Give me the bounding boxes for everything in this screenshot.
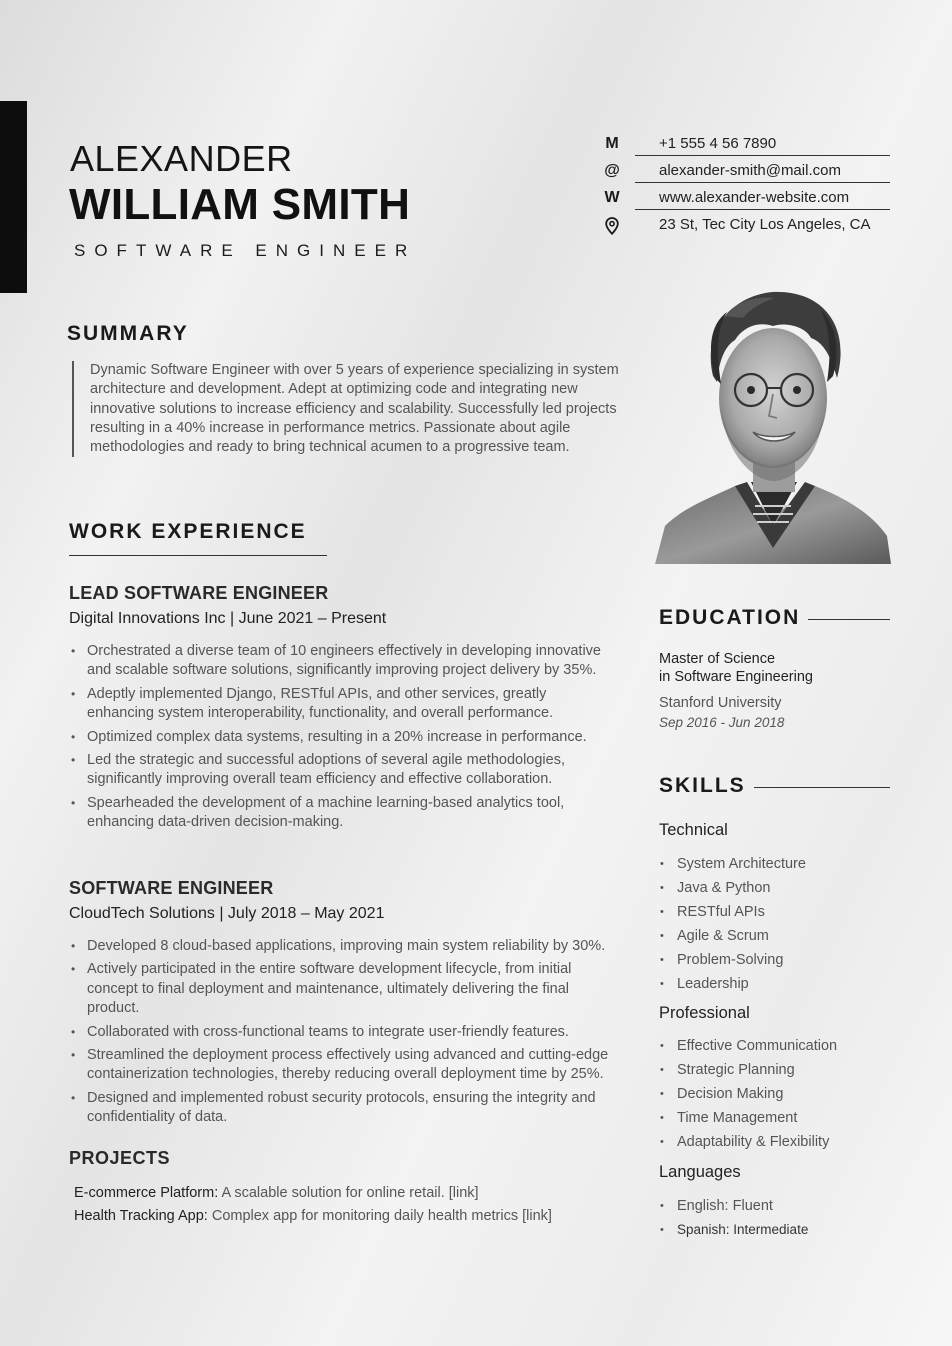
skill-item: • Time Management	[659, 1108, 899, 1132]
school-name: Stanford University	[659, 695, 782, 711]
profile-photo	[655, 286, 891, 564]
skills-title-line	[754, 787, 890, 788]
job-bullet: • Led the strategic and successful adoptions of several agile methodologies, significantly improving overall team efficiency and effective collaboration.	[69, 751, 614, 790]
job-bullet: • Adeptly implemented Django, RESTful APIs, and other services, greatly enhancing system interoperability, functionality, and overall performance.	[69, 685, 614, 724]
phone-text: +1 555 4 56 7890	[659, 135, 777, 152]
skill-item: • English: Fluent	[659, 1196, 899, 1220]
education-title: EDUCATION	[659, 606, 801, 629]
job-title: SOFTWARE ENGINEER	[74, 241, 417, 260]
project-item	[74, 1182, 634, 1205]
projects-title: PROJECTS	[69, 1148, 171, 1168]
project-name: Health Tracking App	[74, 1208, 204, 1224]
skills-group-title: Professional	[659, 1004, 750, 1022]
skills-languages	[659, 1163, 899, 1244]
summary-title: SUMMARY	[67, 322, 189, 345]
degree-line: Master of Science	[659, 651, 776, 667]
address-text: 23 St, Tec City Los Angeles, CA	[659, 216, 871, 233]
job-bullet: • Spearheaded the development of a machine learning-based analytics tool, enhancing data-driven decision-making.	[69, 794, 614, 833]
job-bullet: • Designed and implemented robust security protocols, ensuring the integrity and confidentiality of data.	[69, 1089, 614, 1128]
contact-divider	[635, 209, 890, 210]
skill-item: • Leadership	[659, 974, 899, 998]
job-bullet: • Developed 8 cloud-based applications, improving main system reliability by 30%.	[69, 937, 614, 956]
job-bullets	[69, 937, 614, 1128]
job-bullet: • Orchestrated a diverse team of 10 engineers effectively in developing innovative and scalable software solutions, significantly improving project delivery by 35%.	[69, 642, 614, 681]
skills-group-title: Technical	[659, 821, 728, 839]
skill-item: • Problem-Solving	[659, 950, 899, 974]
contact-address	[600, 215, 890, 242]
map-pin-icon	[600, 216, 624, 240]
email-link[interactable]: alexander-smith@mail.com	[659, 162, 841, 179]
project-name: E-commerce Platform	[74, 1185, 215, 1201]
skill-item: • Spanish: Intermediate	[659, 1220, 899, 1244]
education-title-line	[808, 619, 890, 620]
skill-item: • Decision Making	[659, 1084, 899, 1108]
skills-list	[659, 1220, 899, 1244]
project-desc[interactable]: Complex app for monitoring daily health metrics [link]	[211, 1208, 552, 1224]
skills-header	[659, 774, 890, 798]
skill-item: • RESTful APIs	[659, 902, 899, 926]
last-name: WILLIAM SMITH	[69, 180, 411, 229]
job-company: CloudTech Solutions | July 2018 – May 2021	[69, 905, 385, 922]
projects-list	[74, 1182, 634, 1228]
accent-bar	[0, 101, 27, 293]
website-link[interactable]: www.alexander-website.com	[659, 189, 850, 206]
skill-item: • System Architecture	[659, 854, 899, 878]
skills-list	[659, 1196, 899, 1220]
skill-item: • Agile & Scrum	[659, 926, 899, 950]
summary-text: Dynamic Software Engineer with over 5 years of experience specializing in system architecture and development. Adept at optimizing code and integrating new innovative solutions to increase efficiency and scalability. Successfully led projects resulting in a 40% increase in performance metrics. Passionate about agile methodologies and ready to bring technical acumen to a progressive team.	[90, 362, 619, 456]
skills-professional	[659, 1004, 899, 1156]
education-header	[659, 606, 890, 630]
skill-item: • Adaptability & Flexibility	[659, 1132, 899, 1156]
skill-item: • Effective Communication	[659, 1036, 899, 1060]
job-bullet: • Actively participated in the entire software development lifecycle, from initial concept to final deployment and maintenance, ultimately delivering the final product.	[69, 960, 614, 1018]
skills-title: SKILLS	[659, 774, 746, 797]
contact-divider	[635, 155, 890, 156]
skills-technical	[659, 821, 899, 998]
job-bullet: • Optimized complex data systems, resulting in a 20% increase in performance.	[69, 728, 614, 747]
skills-list	[659, 854, 899, 998]
job-bullets	[69, 642, 614, 833]
contact-website	[600, 188, 890, 215]
contact-phone	[600, 134, 890, 161]
job-entry	[69, 583, 614, 837]
job-role: LEAD SOFTWARE ENGINEER	[69, 583, 329, 603]
website-icon: W	[604, 189, 620, 206]
work-title-divider	[69, 555, 327, 556]
project-item	[74, 1205, 634, 1228]
skills-group-title: Languages	[659, 1163, 741, 1181]
job-bullet: • Streamlined the deployment process effectively using advanced and cutting-edge containerization technologies, thereby reducing overall deployment time by 25%.	[69, 1046, 614, 1085]
education-dates: Sep 2016 - Jun 2018	[659, 715, 785, 730]
summary-box	[72, 361, 635, 457]
education-entry	[659, 651, 899, 730]
contact-email	[600, 161, 890, 188]
phone-icon: M	[605, 135, 619, 152]
email-icon: @	[604, 162, 620, 179]
job-role: SOFTWARE ENGINEER	[69, 878, 274, 898]
first-name: ALEXANDER	[70, 138, 293, 179]
work-experience-title: WORK EXPERIENCE	[69, 520, 307, 543]
skill-item: • Strategic Planning	[659, 1060, 899, 1084]
project-desc[interactable]: A scalable solution for online retail. [link]	[221, 1185, 479, 1201]
skills-list	[659, 1036, 899, 1156]
contact-block	[600, 134, 890, 242]
job-entry	[69, 878, 614, 1132]
job-company: Digital Innovations Inc | June 2021 – Present	[69, 610, 387, 627]
project-colon: :	[203, 1208, 208, 1224]
project-colon: :	[214, 1185, 219, 1201]
contact-divider	[635, 182, 890, 183]
job-bullet: • Collaborated with cross-functional teams to integrate user-friendly features.	[69, 1023, 614, 1042]
skill-item: • Java & Python	[659, 878, 899, 902]
degree-field: in Software Engineering	[659, 668, 813, 685]
